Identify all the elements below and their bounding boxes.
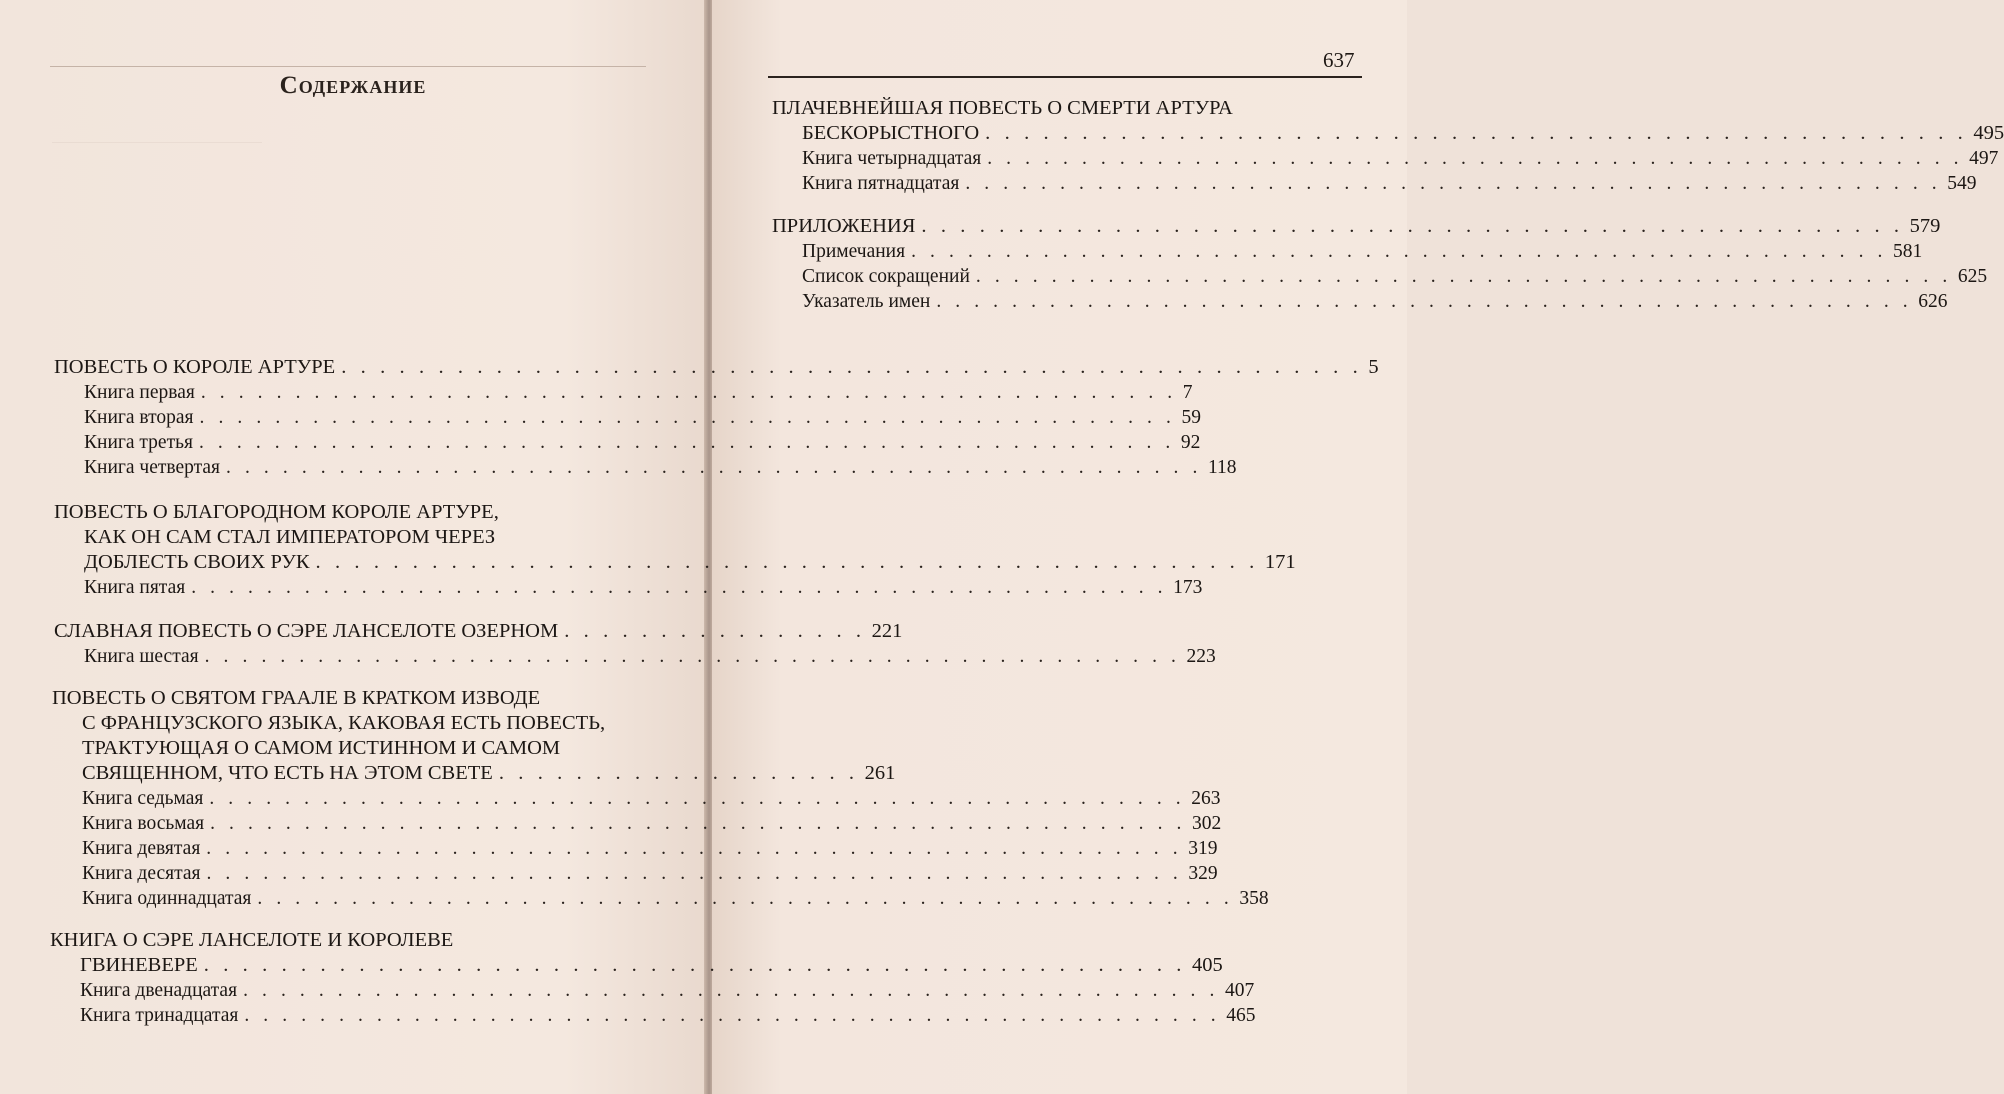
leader-dots: . . . . . . . . . . . . . . . . . . . . . . . . . . . . . . . . . . . . . . . . . . . . . . . . . . . . — [198, 432, 1175, 453]
leader-dots: . . . . . . . . . . . . . . . . . . . . . . . . . . . . . . . . . . . . . . . . . . . . . . . . . . . . — [226, 457, 1202, 478]
toc-entry-title: СЛАВНАЯ ПОВЕСТЬ О СЭРЕ ЛАНСЕЛОТЕ ОЗЕРНОМ — [54, 620, 559, 642]
toc-book-title: Книга третья — [84, 432, 193, 453]
leader-dots: . . . . . . . . . . . . . . . . . . . . . . . . . . . . . . . . . . . . . . . . . . . . . . . . . . . . — [191, 577, 1168, 598]
toc-entry-title: ПОВЕСТЬ О БЛАГОРОДНОМ КОРОЛЕ АРТУРЕ, — [54, 501, 499, 523]
toc-entry — [52, 686, 1269, 911]
toc-entry-title: КНИГА О СЭРЕ ЛАНСЕЛОТЕ И КОРОЛЕВЕ — [50, 929, 454, 951]
toc-entry-line — [772, 214, 1941, 239]
toc-book-title: Книга пятая — [84, 577, 186, 598]
toc-entry-title: ГВИНЕВЕРЕ — [80, 954, 198, 976]
toc-page-number: 5 — [1368, 356, 1379, 378]
toc-entry — [772, 96, 2004, 196]
leader-dots: . . . . . . . . . . . . . . . . . . . . . . . . . . . . . . . . . . . . . . . . . . . . . . . . . . . — [921, 215, 1904, 237]
toc-page-number: 407 — [1225, 980, 1255, 1001]
toc-book-title: Книга шестая — [84, 646, 199, 667]
toc-page-number: 319 — [1188, 838, 1218, 859]
toc-page-number: 625 — [1957, 266, 1988, 287]
toc-page-number: 626 — [1918, 291, 1948, 312]
leader-dots: . . . . . . . . . . . . . . . . . . . . . . . . . . . . . . . . . . . . . . . . . . . . . . . . . . . . — [975, 266, 1952, 287]
toc-entry-title: ПРИЛОЖЕНИЯ — [772, 215, 916, 237]
toc-book-title: Книга девятая — [82, 838, 201, 859]
toc-entry — [772, 214, 1988, 314]
toc-page-number: 549 — [1947, 173, 1977, 194]
toc-entry-line — [54, 500, 638, 525]
toc-entry — [54, 355, 1379, 480]
toc-entry — [50, 928, 1256, 1028]
toc-entry-title: БЕСКОРЫСТНОГО — [802, 122, 980, 144]
toc-book-line — [54, 405, 1201, 430]
toc-page-number: 221 — [871, 620, 903, 642]
leader-dots: . . . . . . . . . . . . . . . . . . . . . . . . . . . . . . . . . . . . . . . . . . . . . . . . . — [315, 551, 1259, 573]
toc-book-line — [54, 575, 1203, 600]
page-title: Содержание — [279, 72, 427, 99]
toc-page-number: 7 — [1182, 382, 1193, 403]
toc-book-title: Книга одиннадцатая — [82, 888, 252, 909]
toc-book-line — [52, 811, 1222, 836]
toc-book-line — [772, 289, 1948, 314]
leader-dots: . . . . . . . . . . . . . . . . . . . . . . . . . . . . . . . . . . . . . . . . . . . . . . . . . . . . — [206, 838, 1183, 859]
toc-entry-line — [52, 761, 896, 786]
toc-page-number: 358 — [1239, 888, 1269, 909]
toc-entry-title: КАК ОН САМ СТАЛ ИМПЕРАТОРОМ ЧЕРЕЗ — [84, 526, 496, 548]
toc-book-line — [772, 264, 1988, 289]
toc-page-number: 581 — [1893, 241, 1923, 262]
toc-book-line — [52, 836, 1218, 861]
toc-book-line — [52, 786, 1221, 811]
toc-book-line — [50, 978, 1255, 1003]
header-rule — [768, 76, 1362, 78]
leader-dots: . . . . . . . . . . . . . . . . . . . . . . . . . . . . . . . . . . . . . . . . . . . . . . . . . . . . — [199, 407, 1176, 428]
leader-dots: . . . . . . . . . . . . . . . . . . . . . . . . . . . . . . . . . . . . . . . . . . . . . . . . . . . . — [244, 1005, 1221, 1026]
toc-entry-line — [54, 525, 638, 550]
toc-book-title: Книга четырнадцатая — [802, 148, 982, 169]
leader-dots: . . . . . . . . . . . . . . . . . . . . . . . . . . . . . . . . . . . . . . . . . . . . . . . . . . . . — [257, 888, 1234, 909]
leader-dots: . . . . . . . . . . . . . . . . . . . . . . . . . . . . . . . . . . . . . . . . . . . . . . . . . . . . — [210, 813, 1187, 834]
toc-page-number: 329 — [1188, 863, 1218, 884]
leader-dots: . . . . . . . . . . . . . . . . . . . — [498, 762, 859, 784]
leader-dots: . . . . . . . . . . . . . . . . . . . . . . . . . . . . . . . . . . . . . . . . . . . . . . . . . . . . — [911, 241, 1888, 262]
toc-entry-line — [54, 550, 1296, 575]
toc-entry-line — [52, 711, 638, 736]
toc-entry-title: ТРАКТУЮЩАЯ О САМОМ ИСТИННОМ И САМОМ — [82, 737, 561, 759]
toc-page-number: 92 — [1180, 432, 1201, 453]
toc-page-number: 118 — [1207, 457, 1237, 478]
toc-entry — [54, 619, 1216, 669]
toc-entry — [54, 500, 1296, 600]
toc-page-number: 465 — [1226, 1005, 1256, 1026]
toc-book-title: Примечания — [802, 241, 906, 262]
bleed-through-ghost-text — [52, 130, 262, 143]
toc-entry-line — [52, 736, 638, 761]
toc-book-title: Книга седьмая — [82, 788, 204, 809]
leader-dots: . . . . . . . . . . . . . . . . — [564, 620, 866, 642]
toc-book-line — [54, 644, 1216, 669]
page-number: 637 — [1323, 48, 1355, 72]
toc-entry-title: ДОБЛЕСТЬ СВОИХ РУК — [84, 551, 310, 573]
toc-entry-line — [52, 686, 638, 711]
toc-book-title: Книга восьмая — [82, 813, 205, 834]
leader-dots: . . . . . . . . . . . . . . . . . . . . . . . . . . . . . . . . . . . . . . . . . . . . . . . . . . . . . — [341, 356, 1363, 378]
toc-entry-title: ПЛАЧЕВНЕЙШАЯ ПОВЕСТЬ О СМЕРТИ АРТУРА — [772, 97, 1233, 119]
toc-entry-line — [54, 619, 903, 644]
toc-page-number: 263 — [1191, 788, 1221, 809]
toc-book-title: Книга первая — [84, 382, 195, 403]
toc-book-line — [54, 455, 1237, 480]
toc-page-number: 579 — [1909, 215, 1941, 237]
toc-book-line — [54, 380, 1193, 405]
toc-page-number: 59 — [1181, 407, 1201, 428]
toc-book-title: Книга десятая — [82, 863, 201, 884]
toc-page-number: 261 — [864, 762, 896, 784]
toc-book-title: Книга тринадцатая — [80, 1005, 239, 1026]
toc-page-number: 497 — [1969, 148, 1999, 169]
toc-entry-title: ПОВЕСТЬ О СВЯТОМ ГРААЛЕ В КРАТКОМ ИЗВОДЕ — [52, 687, 541, 709]
toc-page-number: 405 — [1192, 954, 1223, 976]
toc-entry-title: СВЯЩЕННОМ, ЧТО ЕСТЬ НА ЭТОМ СВЕТЕ — [82, 762, 493, 784]
leader-dots: . . . . . . . . . . . . . . . . . . . . . . . . . . . . . . . . . . . . . . . . . . . . . . . . . . . — [203, 954, 1187, 976]
toc-entry-line — [772, 121, 2004, 146]
toc-book-title: Список сокращений — [802, 266, 970, 287]
toc-book-title: Книга двенадцатая — [80, 980, 238, 1001]
toc-page-number: 223 — [1186, 646, 1216, 667]
leader-dots: . . . . . . . . . . . . . . . . . . . . . . . . . . . . . . . . . . . . . . . . . . . . . . . . . . . . — [204, 646, 1181, 667]
toc-page-number: 171 — [1264, 551, 1296, 573]
leader-dots: . . . . . . . . . . . . . . . . . . . . . . . . . . . . . . . . . . . . . . . . . . . . . . . . . . . . — [209, 788, 1186, 809]
left-running-header-rule — [50, 44, 646, 67]
toc-entry-line — [50, 928, 636, 953]
toc-book-line — [52, 886, 1269, 911]
leader-dots: . . . . . . . . . . . . . . . . . . . . . . . . . . . . . . . . . . . . . . . . . . . . . . . . . . . — [985, 122, 1968, 144]
toc-book-title: Книга четвертая — [84, 457, 221, 478]
toc-page-number: 173 — [1173, 577, 1203, 598]
toc-book-line — [54, 430, 1201, 455]
toc-book-line — [50, 1003, 1256, 1028]
leader-dots: . . . . . . . . . . . . . . . . . . . . . . . . . . . . . . . . . . . . . . . . . . . . . . . . . . . . — [936, 291, 1913, 312]
toc-entry-line — [54, 355, 1379, 380]
toc-book-line — [772, 239, 1923, 264]
toc-page-number: 302 — [1192, 813, 1222, 834]
leader-dots: . . . . . . . . . . . . . . . . . . . . . . . . . . . . . . . . . . . . . . . . . . . . . . . . . . . . — [965, 173, 1942, 194]
toc-book-title: Книга пятнадцатая — [802, 173, 960, 194]
toc-book-line — [52, 861, 1218, 886]
toc-entry-line — [772, 96, 1360, 121]
toc-page-number: 495 — [1973, 122, 2004, 144]
toc-book-title: Книга вторая — [84, 407, 194, 428]
toc-book-line — [772, 146, 1999, 171]
leader-dots: . . . . . . . . . . . . . . . . . . . . . . . . . . . . . . . . . . . . . . . . . . . . . . . . . . . . — [243, 980, 1219, 1001]
leader-dots: . . . . . . . . . . . . . . . . . . . . . . . . . . . . . . . . . . . . . . . . . . . . . . . . . . . . — [206, 863, 1183, 884]
leader-dots: . . . . . . . . . . . . . . . . . . . . . . . . . . . . . . . . . . . . . . . . . . . . . . . . . . . . — [987, 148, 1964, 169]
toc-book-line — [772, 171, 1977, 196]
toc-entry-title: С ФРАНЦУЗСКОГО ЯЗЫКА, КАКОВАЯ ЕСТЬ ПОВЕСТЬ, — [82, 712, 606, 734]
toc-entry-title: ПОВЕСТЬ О КОРОЛЕ АРТУРЕ — [54, 356, 336, 378]
toc-book-title: Указатель имен — [802, 291, 931, 312]
leader-dots: . . . . . . . . . . . . . . . . . . . . . . . . . . . . . . . . . . . . . . . . . . . . . . . . . . . . — [200, 382, 1177, 403]
toc-entry-line — [50, 953, 1223, 978]
